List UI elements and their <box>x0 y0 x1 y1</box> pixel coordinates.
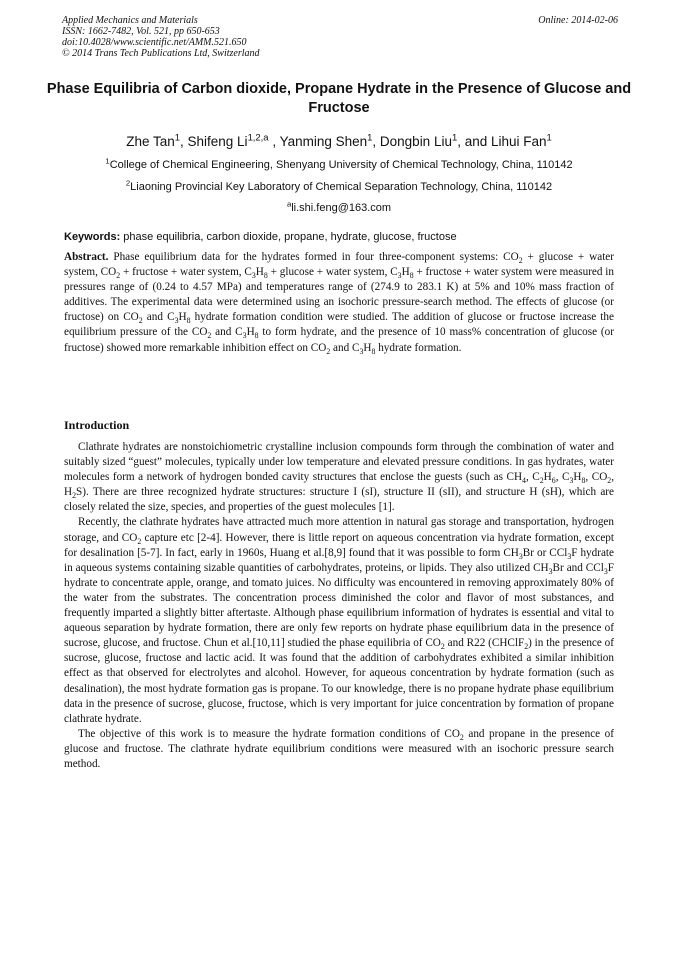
author: Shifeng Li <box>187 134 248 149</box>
journal-name: Applied Mechanics and Materials <box>62 15 198 26</box>
author: Dongbin Liu <box>379 134 452 149</box>
keywords-label: Keywords: <box>64 231 121 243</box>
author-affiliation-mark: 1 <box>367 132 373 144</box>
author-affiliation-mark: 1 <box>546 132 552 144</box>
affiliation-2: $^2$Liaoning Provincial Key Laboratory of Chemical Separation Technology, China, 110142 <box>125 178 553 193</box>
keywords-text: phase equilibria, carbon dioxide, propane, hydrate, glucose, fructose <box>120 231 457 243</box>
introduction-body <box>64 440 614 772</box>
author: Zhe Tan <box>126 134 175 149</box>
author: Yanming Shen <box>279 134 368 149</box>
author-affiliation-mark: 1 <box>451 132 458 144</box>
paper-title: Phase Equilibria of Carbon dioxide, Propane Hydrate in the Presence of Glucose and Fructose <box>46 81 632 116</box>
abstract-text: Phase equilibrium data for the hydrates formed in four three-component systems: $CO_2 + glucose$ + water system, $CO_2$ + fructose + water system, $C_3H_8 + glucose$ + water system, $C_3H_8$ + fructose + water system were measured in pressures range of (0.24 to 4.57 MPa) and temperatures range of (274.9 to 283.1 K) at 5% and 10% mass fraction of additives. The experimental data were determined using an isochoric pressure-search method. The effects of glucose (or fructose) on $CO_2$ and $C_3H_8$ hydrate formation condition were studied. The addition of glucose or fructose increase the equilibrium pressure of the $CO_2$ and $C_3H_8$ to form hydrate, and the presence of 10 mass% concentration of glucose (or fructose) showed more remarkable inhibition effect on $CO_2$ and $C_3H_8$ hydrate formation. <box>64 251 614 356</box>
author: Lihui Fan <box>491 134 547 149</box>
author-affiliation-mark: 1,2,a <box>247 132 269 144</box>
paragraph: Recently, the clathrate hydrates have attracted much more attention in natural gas storage and transportation, hydrogen storage, and $CO_2$ capture etc [2-4]. However, there is little report on aqueous concentration via hydrate formation, except for desalination [5-7]. In fact, early in 1960s, Huang et al.[8,9] found that it was possible to form $CH_3Br$ or CCl$_3$F hydrate in aqueous systems containing sizable quantities of carbohydrates, proteins, or lipids. They also utilized $CH_3Br$ and CCl$_3$F hydrate to concentrate apple, orange, and tomato juices. No difficulty was encountered in removing approximately 80% of the water from the substrates. The concentration process diminished the color and flavor of most substances, and frequently imparted a slightly bitter aftertaste. Although phase equilibrium information of hydrates is essential and vital to aqueous separation by hydrate formation, there are only few reports on hydrate phase equilibrium data in the presence of sucrose, glucose, and fructose. Chun et al.[10,11] studied the phase equilibria of $CO_2$ and R22 (CHClF$_2$) in the presence of sucrose, glucose, fructose and lactic acid. It was found that the addition of carbohydrates exhibited a similar inhibition effect as that observed for electrolytes and alcohol. However, for aqueous concentration by hydrate formation (such as desalination), the most hydrate formation gas is propane. To our knowledge, there is no propane hydrate phase equilibrium data in the presence of sucrose, glucose, fructose, which is very important for juice concentration by formation of propane clathrate hydrate. <box>64 516 615 725</box>
paragraph: The objective of this work is to measure the hydrate formation conditions of $CO_2$ and propane in the presence of glucose and fructose. The clathrate hydrate equilibrium conditions were measured with an isochoric pressure search method. <box>64 727 614 770</box>
journal-copyright: © 2014 Trans Tech Publications Ltd, Switzerland <box>62 48 260 59</box>
author-affiliation-mark: 1 <box>174 132 180 144</box>
abstract-label: Abstract. <box>64 251 109 263</box>
journal-header <box>62 15 618 59</box>
paragraph: Clathrate hydrates are nonstoichiometric crystalline inclusion compounds form through the combination of water and suitably sized “guest” molecules, typically under low temperature and elevated pressure conditions. In gas hydrates, water molecules form a network of hydrogen bonded cavity structures that enclose the guests (such as $CH_4$, $C_2H_6$, $C_3H_8$, $CO_2$, $H_2S$). There are three recognized hydrate structures: structure I (sI), structure II (sII), and structure H (sH), which are closely related the size, species, and properties of the guest molecules [1]. <box>64 441 615 514</box>
affiliation-1: $^1$College of Chemical Engineering, Shenyang University of Chemical Technology, China, 110142 <box>105 156 573 171</box>
abstract <box>64 250 614 356</box>
keywords <box>64 230 614 244</box>
author-list: Zhe Tan$^1$, Shifeng Li$^{1,2,a}$ , Yanming Shen$^1$, Dongbin Liu$^1$, and Lihui Fan$^1$ <box>126 132 552 149</box>
journal-doi: doi:10.4028/www.scientific.net/AMM.521.650 <box>62 37 247 48</box>
author-email: $^a$li.shi.feng@163.com <box>286 199 392 214</box>
journal-issn: ISSN: 1662-7482, Vol. 521, pp 650-653 <box>62 26 220 37</box>
section-heading-introduction: Introduction <box>64 418 130 432</box>
online-date: Online: 2014-02-06 <box>538 15 618 26</box>
